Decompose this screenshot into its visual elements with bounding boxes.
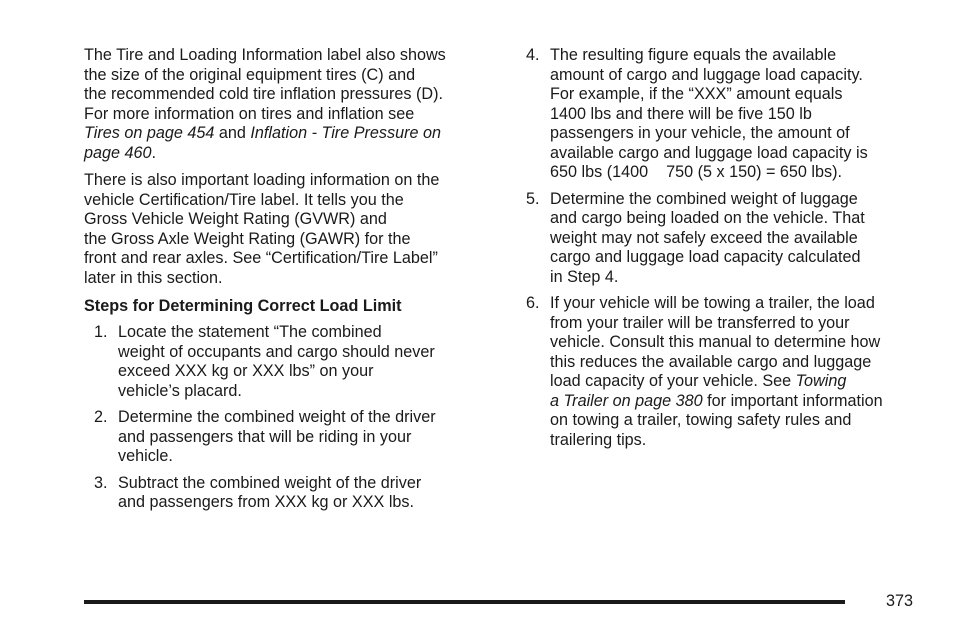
text-line: vehicle Certification/Tire label. It tells you the bbox=[84, 190, 404, 209]
text-line: the Gross Axle Weight Rating (GAWR) for the bbox=[84, 229, 411, 248]
text-line: the size of the original equipment tires (C) and bbox=[84, 65, 416, 84]
text-line: For more information on tires and inflation see bbox=[84, 104, 415, 123]
text-line: available cargo and luggage load capacity is bbox=[550, 143, 868, 162]
page-number: 373 bbox=[886, 592, 914, 610]
text-fragment: and bbox=[214, 124, 251, 142]
text-line: and cargo being loaded on the vehicle. That bbox=[550, 209, 865, 227]
step-number: 6. bbox=[526, 294, 540, 312]
step-item-5 bbox=[526, 190, 926, 288]
text-line: and passengers from XXX kg or XXX lbs. bbox=[118, 493, 415, 511]
text-line bbox=[84, 144, 494, 164]
text-line: weight of occupants and cargo should never bbox=[118, 342, 435, 361]
text-line: amount of cargo and luggage load capacity. bbox=[550, 65, 863, 84]
text-line: passengers in your vehicle, the amount of bbox=[550, 124, 850, 142]
step-number: 3. bbox=[94, 473, 108, 492]
inflation-reference-link-page[interactable]: page 460 bbox=[84, 143, 152, 162]
text-line: vehicle’s placard. bbox=[118, 381, 242, 400]
right-column bbox=[526, 46, 926, 457]
text-line: front and rear axles. See “Certification/Tire Label” bbox=[84, 249, 438, 267]
tire-label-paragraph bbox=[84, 46, 494, 163]
text-line: later in this section. bbox=[84, 268, 223, 287]
step-item-6 bbox=[526, 294, 926, 450]
step-number: 5. bbox=[526, 189, 540, 208]
text-line: in Step 4. bbox=[550, 267, 619, 286]
text-fragment: load capacity of your vehicle. See bbox=[550, 372, 796, 390]
text-line: the recommended cold tire inflation pressures (D). bbox=[84, 85, 443, 103]
tires-reference-link[interactable]: Tires on page 454 bbox=[84, 124, 215, 142]
text-line: Determine the combined weight of the driver bbox=[118, 408, 436, 426]
step-item-1 bbox=[94, 323, 494, 401]
text-line: from your trailer will be transferred to your bbox=[550, 313, 850, 332]
footer-rule bbox=[84, 600, 845, 604]
towing-reference-link-page[interactable]: a Trailer on page 380 bbox=[550, 391, 703, 410]
text-line: Locate the statement “The combined bbox=[118, 323, 382, 341]
text-fragment: . bbox=[151, 143, 157, 162]
towing-reference-link[interactable]: Towing bbox=[795, 372, 847, 390]
text-line: Subtract the combined weight of the driver bbox=[118, 473, 422, 492]
text-line: on towing a trailer, towing safety rules and bbox=[550, 411, 852, 429]
text-line: The Tire and Loading Information label also shows bbox=[84, 46, 446, 64]
certification-label-paragraph bbox=[84, 171, 494, 288]
inflation-reference-link[interactable]: Inflation - Tire Pressure on bbox=[250, 124, 441, 142]
text-line: Determine the combined weight of luggage bbox=[550, 189, 858, 208]
text-line bbox=[550, 392, 926, 412]
text-line: cargo and luggage load capacity calculated bbox=[550, 248, 861, 266]
text-line: The resulting figure equals the available bbox=[550, 46, 837, 64]
step-number: 2. bbox=[94, 408, 108, 426]
text-line: Gross Vehicle Weight Rating (GVWR) and bbox=[84, 210, 387, 228]
text-line: If your vehicle will be towing a trailer, the load bbox=[550, 294, 875, 312]
step-item-2 bbox=[94, 408, 494, 467]
text-line: For example, if the “XXX” amount equals bbox=[550, 85, 843, 103]
section-heading: Steps for Determining Correct Load Limit bbox=[84, 297, 402, 315]
text-line: exceed XXX kg or XXX lbs” on your bbox=[118, 362, 374, 380]
text-fragment: for important information bbox=[702, 391, 883, 410]
left-column bbox=[84, 46, 494, 520]
text-line bbox=[84, 124, 494, 144]
text-line: this reduces the available cargo and luggage bbox=[550, 352, 872, 371]
step-item-4 bbox=[526, 46, 926, 183]
text-line: weight may not safely exceed the available bbox=[550, 228, 858, 247]
step-number: 1. bbox=[94, 323, 108, 341]
step-item-3 bbox=[94, 474, 494, 513]
text-line: vehicle. bbox=[118, 447, 173, 465]
text-line: and passengers that will be riding in your bbox=[118, 427, 412, 446]
step-number: 4. bbox=[526, 46, 540, 64]
text-line: 650 lbs (1400 750 (5 x 150) = 650 lbs). bbox=[550, 163, 843, 181]
text-line bbox=[550, 372, 926, 392]
text-line: vehicle. Consult this manual to determine how bbox=[550, 333, 881, 351]
text-line: trailering tips. bbox=[550, 430, 647, 449]
text-line: There is also important loading information on the bbox=[84, 171, 440, 189]
text-line: 1400 lbs and there will be five 150 lb bbox=[550, 104, 812, 123]
